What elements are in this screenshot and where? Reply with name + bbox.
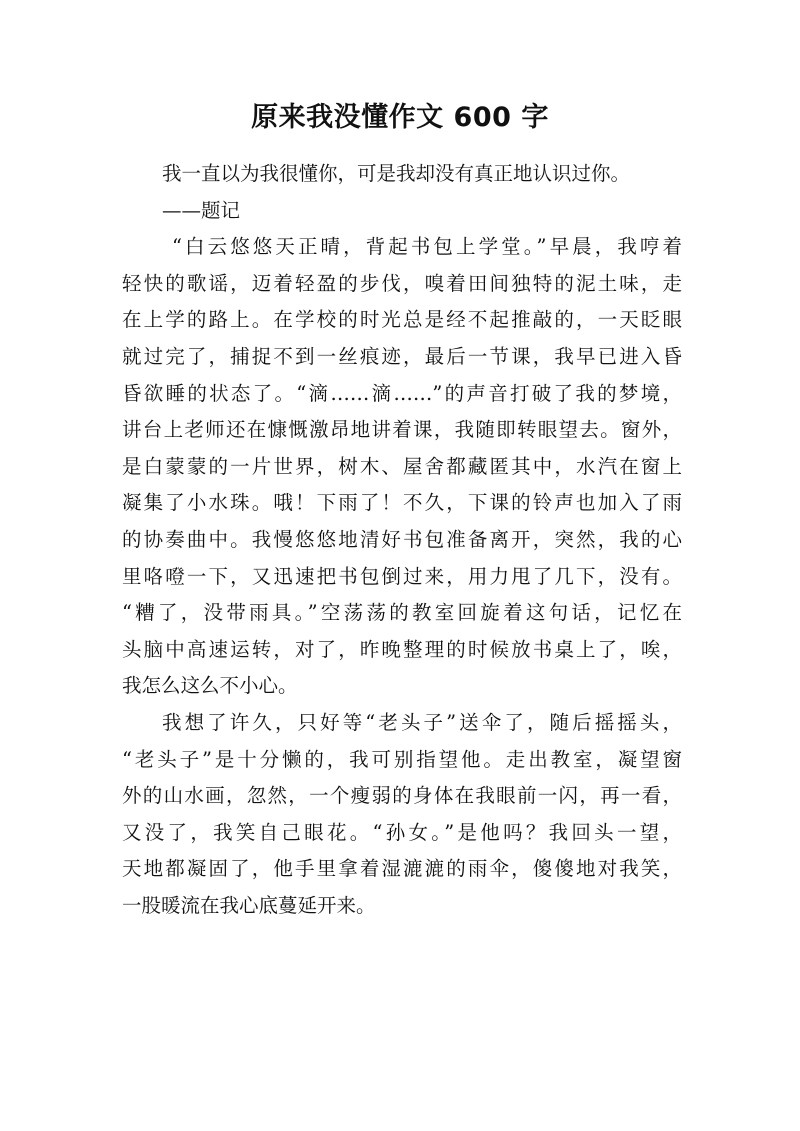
paragraph-line: 在上学的路上。在学校的时光总是经不起推敲的，一天眨眼 [122,308,682,332]
epigraph-text: 我一直以为我很懂你，可是我却没有真正地认识过你。 [162,162,631,185]
paragraph-line: “糟了，没带雨具。”空荡荡的教室回旋着这句话，记忆在 [122,601,682,625]
paragraph-line: “老头子”是十分懒的，我可别指望他。走出教室，凝望窗 [122,747,682,771]
paragraph-line: 外的山水画，忽然，一个瘦弱的身体在我眼前一闪，再一看， [122,784,682,808]
paragraph-line: 就过完了，捕捉不到一丝痕迹，最后一节课，我早已进入昏 [122,344,682,368]
document-body [122,156,682,924]
epigraph-attribution: ——题记 [162,198,241,222]
paragraph-line: 又没了，我笑自己眼花。“孙女。”是他吗？我回头一望， [122,820,682,844]
paragraph-line: 是白蒙蒙的一片世界，树木、屋舍都藏匿其中，水汽在窗上 [122,454,682,478]
paragraph-line: 头脑中高速运转，对了，昨晚整理的时候放书桌上了，唉， [122,637,682,661]
paragraph-line: 轻快的歌谣，迈着轻盈的步伐，嗅着田间独特的泥土味，走 [122,271,682,295]
paragraph-line: 凝集了小水珠。哦！下雨了！不久，下课的铃声也加入了雨 [122,491,682,515]
paragraph-line: 我怎么这么不小心。 [122,674,298,698]
paragraph-line: 一股暖流在我心底蔓延开来。 [122,893,376,917]
document-title: 原来我没懂作文 600 字 [251,102,549,133]
paragraph-line: 我想了许久，只好等“老头子”送伞了，随后摇摇头， [162,710,682,734]
paragraph-1 [122,229,682,705]
paragraph-2 [122,705,682,925]
paragraph-line: 天地都凝固了，他手里拿着湿漉漉的雨伞，傻傻地对我笑， [122,857,682,881]
paragraph-line: 昏欲睡的状态了。“滴……滴……”的声音打破了我的梦境， [122,381,682,405]
paragraph-line: 讲台上老师还在慷慨激昂地讲着课，我随即转眼望去。窗外， [122,418,682,442]
paragraph-line: 的协奏曲中。我慢悠悠地清好书包准备离开，突然，我的心 [122,527,682,551]
paragraph-line: 里咯噔一下，又迅速把书包倒过来，用力甩了几下，没有。 [122,564,682,588]
paragraph-line: “白云悠悠天正晴，背起书包上学堂。”早晨，我哼着 [172,235,682,259]
